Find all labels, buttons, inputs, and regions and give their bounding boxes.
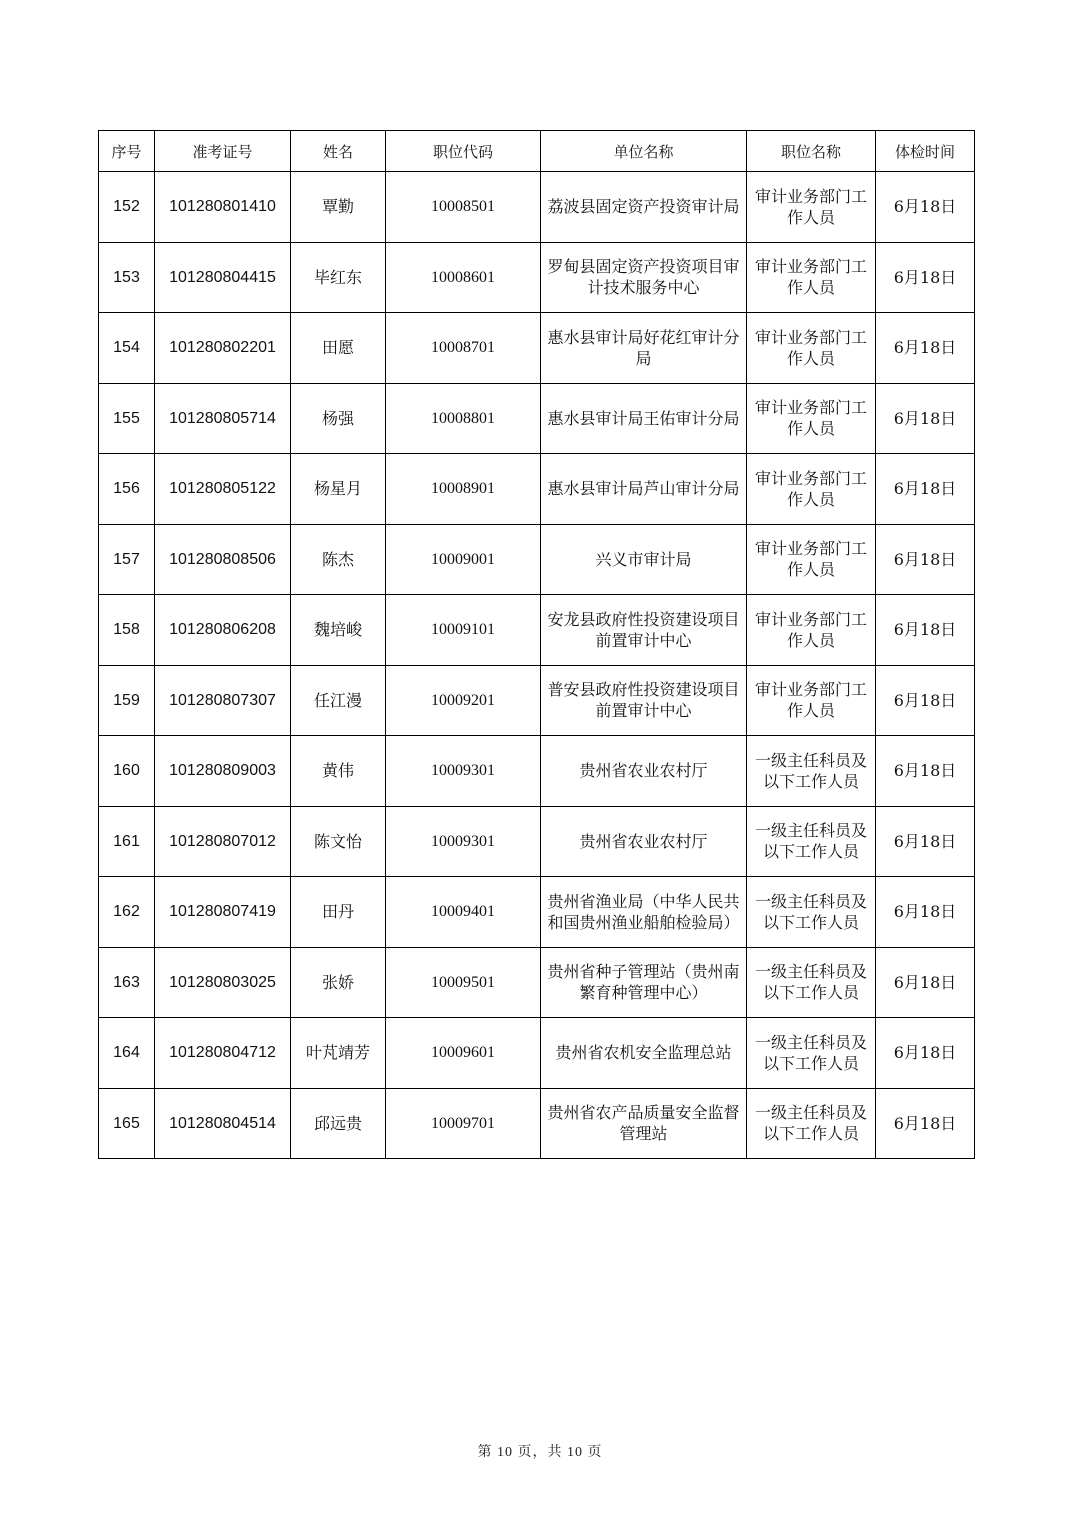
cell-unit-name: 贵州省农机安全监理总站 <box>541 1018 747 1089</box>
table-row <box>99 524 975 595</box>
table-row <box>99 736 975 807</box>
cell-exam-number: 101280808506 <box>155 524 291 595</box>
cell-position-code: 10009701 <box>386 1088 541 1159</box>
cell-position-name: 审计业务部门工作人员 <box>747 242 876 313</box>
cell-exam-date: 6月18日 <box>876 665 975 736</box>
cell-position-code: 10008601 <box>386 242 541 313</box>
cell-unit-name: 惠水县审计局芦山审计分局 <box>541 454 747 525</box>
cell-exam-date: 6月18日 <box>876 877 975 948</box>
table-row <box>99 454 975 525</box>
cell-unit-name: 兴义市审计局 <box>541 524 747 595</box>
cell-name: 张娇 <box>291 947 386 1018</box>
cell-exam-date: 6月18日 <box>876 806 975 877</box>
cell-position-name: 审计业务部门工作人员 <box>747 172 876 243</box>
cell-seq: 162 <box>99 877 155 948</box>
table-row <box>99 1088 975 1159</box>
cell-exam-number: 101280809003 <box>155 736 291 807</box>
cell-position-code: 10009101 <box>386 595 541 666</box>
table-body <box>99 172 975 1159</box>
cell-seq: 160 <box>99 736 155 807</box>
table-row <box>99 383 975 454</box>
cell-unit-name: 贵州省农产品质量安全监督管理站 <box>541 1088 747 1159</box>
cell-exam-date: 6月18日 <box>876 1018 975 1089</box>
cell-name: 覃勤 <box>291 172 386 243</box>
table-header-row <box>99 131 975 172</box>
cell-exam-number: 101280807307 <box>155 665 291 736</box>
cell-exam-number: 101280805122 <box>155 454 291 525</box>
header-unit-name: 单位名称 <box>541 131 747 172</box>
cell-exam-number: 101280802201 <box>155 313 291 384</box>
cell-position-code: 10008701 <box>386 313 541 384</box>
cell-name: 邱远贵 <box>291 1088 386 1159</box>
cell-position-code: 10009301 <box>386 736 541 807</box>
cell-position-code: 10009001 <box>386 524 541 595</box>
cell-position-name: 一级主任科员及以下工作人员 <box>747 947 876 1018</box>
cell-exam-date: 6月18日 <box>876 454 975 525</box>
cell-exam-date: 6月18日 <box>876 595 975 666</box>
cell-position-name: 审计业务部门工作人员 <box>747 383 876 454</box>
cell-position-name: 一级主任科员及以下工作人员 <box>747 806 876 877</box>
cell-name: 叶芃靖芳 <box>291 1018 386 1089</box>
header-position-code: 职位代码 <box>386 131 541 172</box>
header-exam-number: 准考证号 <box>155 131 291 172</box>
cell-exam-date: 6月18日 <box>876 524 975 595</box>
cell-position-name: 审计业务部门工作人员 <box>747 524 876 595</box>
cell-name: 毕红东 <box>291 242 386 313</box>
cell-exam-date: 6月18日 <box>876 736 975 807</box>
cell-name: 魏培峻 <box>291 595 386 666</box>
cell-position-code: 10009501 <box>386 947 541 1018</box>
cell-exam-number: 101280804514 <box>155 1088 291 1159</box>
cell-position-code: 10009301 <box>386 806 541 877</box>
cell-position-name: 审计业务部门工作人员 <box>747 665 876 736</box>
cell-exam-number: 101280805714 <box>155 383 291 454</box>
cell-name: 陈文怡 <box>291 806 386 877</box>
cell-exam-number: 101280806208 <box>155 595 291 666</box>
cell-seq: 161 <box>99 806 155 877</box>
cell-unit-name: 普安县政府性投资建设项目前置审计中心 <box>541 665 747 736</box>
cell-exam-number: 101280807419 <box>155 877 291 948</box>
cell-name: 黄伟 <box>291 736 386 807</box>
cell-exam-number: 101280807012 <box>155 806 291 877</box>
table-row <box>99 313 975 384</box>
cell-exam-number: 101280804712 <box>155 1018 291 1089</box>
cell-position-name: 审计业务部门工作人员 <box>747 595 876 666</box>
cell-exam-date: 6月18日 <box>876 1088 975 1159</box>
cell-position-code: 10008901 <box>386 454 541 525</box>
cell-exam-number: 101280801410 <box>155 172 291 243</box>
cell-seq: 153 <box>99 242 155 313</box>
cell-position-name: 一级主任科员及以下工作人员 <box>747 1088 876 1159</box>
cell-seq: 156 <box>99 454 155 525</box>
table-row <box>99 665 975 736</box>
header-exam-date: 体检时间 <box>876 131 975 172</box>
cell-unit-name: 贵州省农业农村厅 <box>541 806 747 877</box>
cell-position-name: 审计业务部门工作人员 <box>747 454 876 525</box>
table-row <box>99 947 975 1018</box>
cell-exam-number: 101280803025 <box>155 947 291 1018</box>
table-row <box>99 806 975 877</box>
cell-position-code: 10009401 <box>386 877 541 948</box>
cell-unit-name: 贵州省渔业局（中华人民共和国贵州渔业船舶检验局） <box>541 877 747 948</box>
cell-name: 杨强 <box>291 383 386 454</box>
header-seq: 序号 <box>99 131 155 172</box>
cell-position-code: 10009601 <box>386 1018 541 1089</box>
cell-seq: 152 <box>99 172 155 243</box>
cell-name: 陈杰 <box>291 524 386 595</box>
physical-exam-roster-table <box>98 130 975 1159</box>
table-row <box>99 1018 975 1089</box>
table-row <box>99 877 975 948</box>
cell-exam-number: 101280804415 <box>155 242 291 313</box>
header-name: 姓名 <box>291 131 386 172</box>
page-number-footer: 第 10 页，共 10 页 <box>477 1445 603 1460</box>
cell-exam-date: 6月18日 <box>876 172 975 243</box>
cell-position-name: 一级主任科员及以下工作人员 <box>747 877 876 948</box>
cell-seq: 154 <box>99 313 155 384</box>
cell-exam-date: 6月18日 <box>876 313 975 384</box>
cell-unit-name: 罗甸县固定资产投资项目审计技术服务中心 <box>541 242 747 313</box>
cell-seq: 157 <box>99 524 155 595</box>
table-row <box>99 242 975 313</box>
cell-position-code: 10009201 <box>386 665 541 736</box>
cell-seq: 155 <box>99 383 155 454</box>
cell-seq: 163 <box>99 947 155 1018</box>
cell-unit-name: 安龙县政府性投资建设项目前置审计中心 <box>541 595 747 666</box>
cell-position-code: 10008501 <box>386 172 541 243</box>
table-row <box>99 172 975 243</box>
cell-seq: 159 <box>99 665 155 736</box>
cell-name: 杨星月 <box>291 454 386 525</box>
header-position-name: 职位名称 <box>747 131 876 172</box>
cell-name: 田愿 <box>291 313 386 384</box>
cell-position-code: 10008801 <box>386 383 541 454</box>
cell-unit-name: 贵州省种子管理站（贵州南繁育种管理中心） <box>541 947 747 1018</box>
cell-seq: 164 <box>99 1018 155 1089</box>
cell-seq: 158 <box>99 595 155 666</box>
table-row <box>99 595 975 666</box>
cell-unit-name: 惠水县审计局王佑审计分局 <box>541 383 747 454</box>
cell-name: 任江漫 <box>291 665 386 736</box>
cell-unit-name: 惠水县审计局好花红审计分局 <box>541 313 747 384</box>
cell-seq: 165 <box>99 1088 155 1159</box>
cell-position-name: 审计业务部门工作人员 <box>747 313 876 384</box>
cell-position-name: 一级主任科员及以下工作人员 <box>747 1018 876 1089</box>
cell-exam-date: 6月18日 <box>876 947 975 1018</box>
cell-name: 田丹 <box>291 877 386 948</box>
cell-exam-date: 6月18日 <box>876 383 975 454</box>
cell-unit-name: 贵州省农业农村厅 <box>541 736 747 807</box>
cell-exam-date: 6月18日 <box>876 242 975 313</box>
cell-position-name: 一级主任科员及以下工作人员 <box>747 736 876 807</box>
cell-unit-name: 荔波县固定资产投资审计局 <box>541 172 747 243</box>
